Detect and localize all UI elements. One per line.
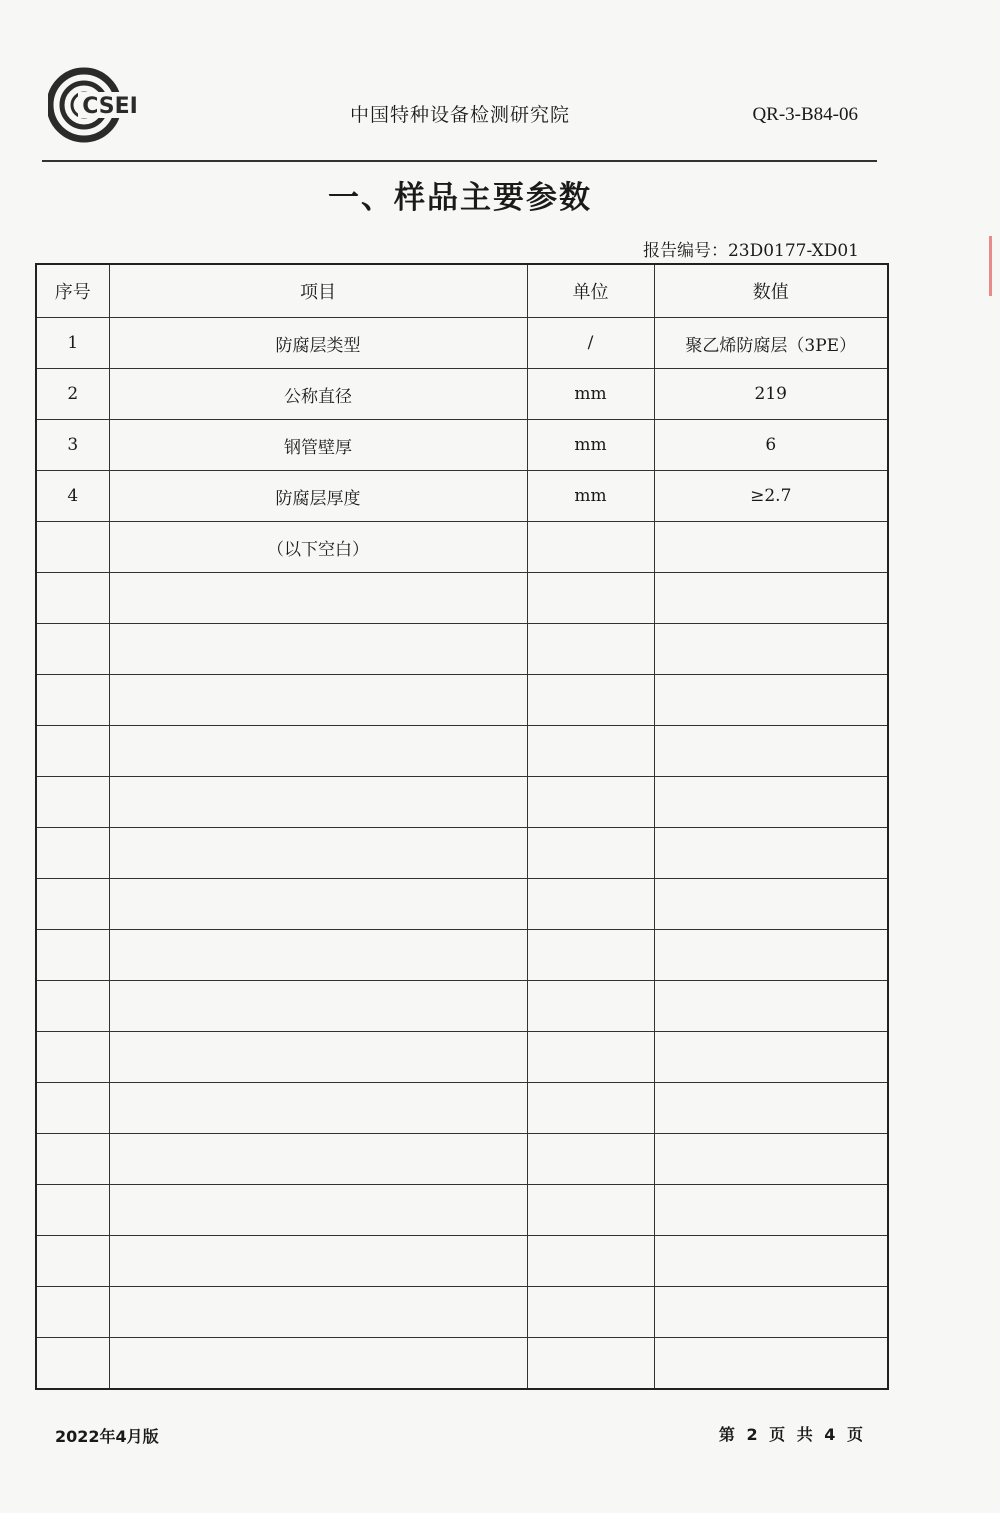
blank-cell	[36, 981, 109, 1032]
blank-cell	[109, 726, 527, 777]
blank-cell	[654, 1338, 888, 1390]
organization-name: 中国特种设备检测研究院	[349, 104, 570, 126]
blank-cell	[109, 1134, 527, 1185]
blank-cell	[527, 1032, 654, 1083]
page-number: 第 2 页 共 4 页	[718, 1425, 863, 1444]
document-code: QR-3-B84-06	[752, 104, 858, 125]
blank-cell	[654, 777, 888, 828]
red-stamp-fragment	[989, 236, 1000, 296]
blank-table-row	[36, 1134, 888, 1185]
blank-cell	[109, 1185, 527, 1236]
svg-text:CSEI: CSEI	[82, 94, 138, 119]
blank-cell	[527, 1185, 654, 1236]
cell-value: 聚乙烯防腐层（3PE）	[654, 318, 888, 369]
blank-cell	[654, 828, 888, 879]
blank-table-row	[36, 1287, 888, 1338]
blank-cell	[109, 624, 527, 675]
cell-no: 2	[36, 369, 109, 420]
blank-table-row	[36, 828, 888, 879]
blank-cell	[654, 1083, 888, 1134]
table-row	[36, 369, 888, 420]
blank-cell	[654, 675, 888, 726]
blank-cell	[527, 573, 654, 624]
blank-cell	[36, 1185, 109, 1236]
blank-cell	[654, 1185, 888, 1236]
blank-cell	[527, 1083, 654, 1134]
blank-cell	[109, 981, 527, 1032]
blank-cell	[527, 777, 654, 828]
blank-cell	[36, 1134, 109, 1185]
blank-table-row	[36, 1083, 888, 1134]
blank-cell	[654, 879, 888, 930]
edition-label: 2022年4月版	[55, 1427, 159, 1446]
cell-value: ≥2.7	[654, 471, 888, 522]
cell-item: 防腐层厚度	[109, 471, 527, 522]
blank-cell	[109, 675, 527, 726]
blank-cell	[527, 879, 654, 930]
header-divider	[42, 160, 877, 162]
table-row	[36, 471, 888, 522]
cell-unit: mm	[527, 420, 654, 471]
sample-parameters-table	[35, 263, 889, 1390]
blank-table-row	[36, 930, 888, 981]
blank-cell	[109, 879, 527, 930]
blank-table-row	[36, 675, 888, 726]
blank-cell	[527, 726, 654, 777]
blank-cell	[36, 930, 109, 981]
blank-table-row	[36, 726, 888, 777]
blank-table-row	[36, 1032, 888, 1083]
blank-cell	[36, 1236, 109, 1287]
blank-cell	[527, 1338, 654, 1390]
blank-cell	[109, 1236, 527, 1287]
blank-cell	[109, 930, 527, 981]
blank-cell	[654, 573, 888, 624]
blank-table-row	[36, 1338, 888, 1390]
cell-unit: mm	[527, 471, 654, 522]
table-row	[36, 420, 888, 471]
blank-table-row	[36, 1236, 888, 1287]
cell-no: 1	[36, 318, 109, 369]
cell-item: （以下空白）	[109, 522, 527, 573]
report-number: 报告编号：23D0177-XD01	[642, 241, 859, 261]
blank-cell	[527, 930, 654, 981]
blank-cell	[36, 1287, 109, 1338]
col-header-unit: 单位	[527, 264, 654, 318]
cell-item: 防腐层类型	[109, 318, 527, 369]
cell-unit: mm	[527, 369, 654, 420]
cell-no: 3	[36, 420, 109, 471]
cell-no: 4	[36, 471, 109, 522]
blank-cell	[36, 726, 109, 777]
blank-cell	[654, 726, 888, 777]
col-header-no: 序号	[36, 264, 109, 318]
col-header-value: 数值	[654, 264, 888, 318]
blank-cell	[36, 624, 109, 675]
blank-cell	[654, 1236, 888, 1287]
blank-cell	[109, 573, 527, 624]
blank-cell	[527, 1236, 654, 1287]
cell-value	[654, 522, 888, 573]
blank-table-row	[36, 573, 888, 624]
blank-table-row	[36, 1185, 888, 1236]
blank-cell	[527, 981, 654, 1032]
table-header-row	[36, 264, 888, 318]
blank-cell	[654, 981, 888, 1032]
blank-cell	[109, 1338, 527, 1390]
cell-no	[36, 522, 109, 573]
blank-cell	[109, 1032, 527, 1083]
blank-cell	[36, 828, 109, 879]
blank-cell	[36, 1338, 109, 1390]
blank-cell	[109, 828, 527, 879]
blank-cell	[36, 573, 109, 624]
blank-cell	[109, 777, 527, 828]
cell-item: 公称直径	[109, 369, 527, 420]
page-title: 一、样品主要参数	[328, 180, 592, 216]
blank-cell	[527, 1287, 654, 1338]
blank-cell	[527, 828, 654, 879]
blank-cell	[527, 675, 654, 726]
cell-item: 钢管壁厚	[109, 420, 527, 471]
cell-unit: /	[527, 318, 654, 369]
blank-cell	[527, 624, 654, 675]
blank-cell	[36, 675, 109, 726]
blank-cell	[109, 1083, 527, 1134]
blank-table-row	[36, 624, 888, 675]
cell-value: 6	[654, 420, 888, 471]
table-row	[36, 318, 888, 369]
blank-cell	[109, 1287, 527, 1338]
col-header-item: 项目	[109, 264, 527, 318]
table-row	[36, 522, 888, 573]
blank-cell	[36, 1032, 109, 1083]
blank-table-row	[36, 777, 888, 828]
blank-cell	[36, 879, 109, 930]
blank-cell	[654, 1032, 888, 1083]
blank-table-row	[36, 879, 888, 930]
cell-value: 219	[654, 369, 888, 420]
blank-cell	[36, 777, 109, 828]
blank-cell	[654, 1134, 888, 1185]
blank-cell	[654, 1287, 888, 1338]
blank-cell	[36, 1083, 109, 1134]
cell-unit	[527, 522, 654, 573]
blank-cell	[527, 1134, 654, 1185]
blank-table-row	[36, 981, 888, 1032]
blank-cell	[654, 624, 888, 675]
blank-cell	[654, 930, 888, 981]
